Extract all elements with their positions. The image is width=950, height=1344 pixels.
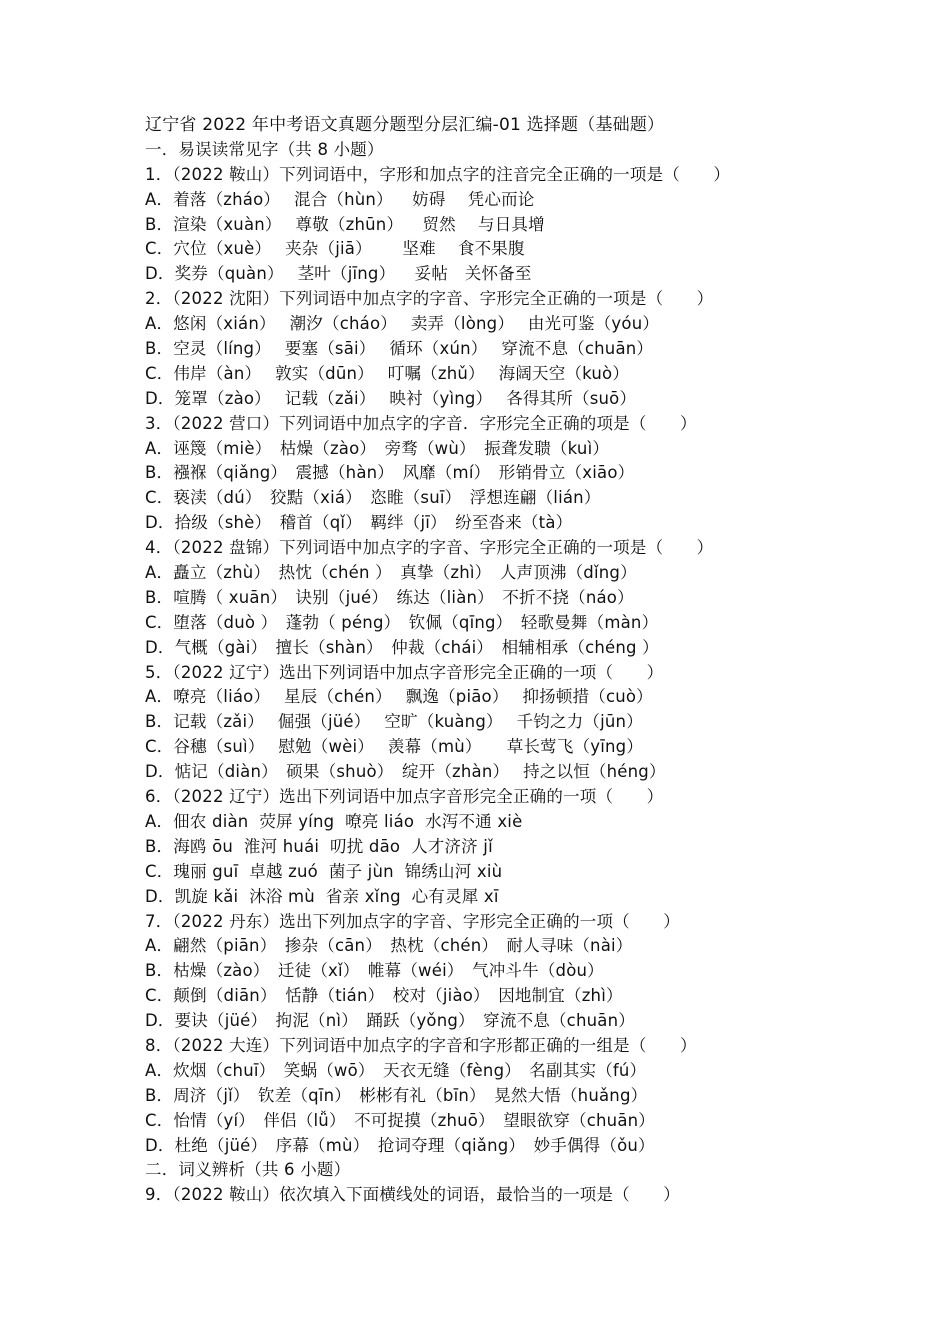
answer-option: A．矗立（zhù） 热忱（chén ） 真挚（zhì） 人声顶沸（dǐng） [145, 563, 637, 583]
question-block [145, 163, 835, 287]
answer-option: D．奖券（quàn） 茎叶（jīng） 妥帖 关怀备至 [145, 264, 532, 284]
answer-option: C．穴位（xuè） 夹杂（jiā） 坚难 食不果腹 [145, 239, 525, 259]
question-stem: 8．（2022 大连）下列词语中加点字的字音和字形都正确的一组是（ ） [145, 1035, 697, 1055]
question-stem: 6．（2022 辽宁）选出下列词语中加点字音形完全正确的一项（ ） [145, 787, 664, 807]
question-stem: 9．（2022 鞍山）依次填入下面横线处的词语，最恰当的一项是（ ） [145, 1185, 680, 1205]
question-block [145, 287, 835, 411]
answer-option: B．记载（zǎi） 倔强（jüé） 空旷（kuàng） 千钧之力（jūn） [145, 712, 643, 732]
answer-option: A．佃农 diàn 荧屏 yíng 嘹亮 liáo 水泻不通 xiè [145, 811, 523, 831]
answer-option: A．嘹亮（liáo） 星辰（chén） 飘逸（piāo） 抑扬顿措（cuò） [145, 687, 653, 707]
answer-option: B．空灵（líng） 要塞（sāi） 循环（xún） 穿流不息（chuān） [145, 339, 654, 359]
question-list [145, 163, 835, 1159]
answer-option: D．笼罩（zào） 记载（zǎi） 映衬（yìng） 各得其所（suō） [145, 388, 637, 408]
question-block [145, 910, 835, 1034]
answer-option: D．气概（gài） 擅长（shàn） 仲裁（chái） 相辅相承（chéng ） [145, 637, 659, 657]
answer-option: C．伟岸（àn） 敦实（dūn） 叮嘱（zhǔ） 海阔天空（kuò） [145, 363, 630, 383]
question-stem: 7．（2022 丹东）选出下列加点字的字音、字形完全正确的一项（ ） [145, 911, 680, 931]
question-block [145, 536, 835, 660]
answer-option: B．周济（jǐ） 钦差（qīn） 彬彬有礼（bīn） 晃然大悟（huǎng） [145, 1085, 648, 1105]
question-block [145, 785, 835, 909]
answer-option: A．炊烟（chuī） 笑蜗（wō） 天衣无缝（fèng） 名副其实（fú） [145, 1060, 647, 1080]
answer-option: D．要诀（jüé） 拘泥（nì） 踊跃（yǒng） 穿流不息（chuān） [145, 1011, 635, 1031]
answer-option: A．着落（zháo） 混合（hùn） 妨碍 凭心而论 [145, 189, 535, 209]
answer-option: A．诬篾（miè） 枯燥（zào） 旁骛（wù） 振聋发聩（kuì） [145, 438, 610, 458]
answer-option: C．怡情（yí） 伴侣（lǚ） 不可捉摸（zhuō） 望眼欲穿（chuān） [145, 1110, 655, 1130]
question-stem: 1．（2022 鞍山）下列词语中，字形和加点字的注音完全正确的一项是（ ） [145, 164, 731, 184]
section-heading: 二．词义辨析（共 6 小题） [145, 1160, 351, 1180]
answer-option: D．拾级（shè） 稽首（qǐ） 羁绊（jī） 纷至沓来（tà） [145, 513, 573, 533]
section-heading: 一．易误读常见字（共 8 小题） [145, 139, 384, 159]
answer-option: C．颠倒（diān） 恬静（tián） 校对（jiào） 因地制宜（zhì） [145, 986, 623, 1006]
question-stem: 3．（2022 营口）下列词语中加点字的字音．字形完全正确的项是（ ） [145, 413, 697, 433]
answer-option: D．惦记（diàn） 硕果（shuò） 绽开（zhàn） 持之以恒（héng） [145, 762, 666, 782]
question-block [145, 661, 835, 785]
answer-option: A．翩然（piān） 掺杂（cān） 热枕（chén） 耐人寻味（nài） [145, 936, 633, 956]
answer-option: B．喧腾（ xuān） 诀别（jué） 练达（liàn） 不折不挠（náo） [145, 587, 634, 607]
question-stem: 2．（2022 沈阳）下列词语中加点字的字音、字形完全正确的一项是（ ） [145, 289, 714, 309]
answer-option: A．悠闲（xián） 潮汐（cháo） 卖弄（lòng） 由光可鉴（yóu） [145, 314, 660, 334]
answer-option: B．渲染（xuàn） 尊敬（zhūn） 贸然 与日具增 [145, 214, 545, 234]
answer-option: C．亵渎（dú） 狡黠（xiá） 恣睢（suī） 浮想连翩（lián） [145, 488, 601, 508]
question-stem: 5．（2022 辽宁）选出下列词语中加点字音形完全正确的一项（ ） [145, 662, 664, 682]
answer-option: B．海鸥 ōu 淮河 huái 叨扰 dāo 人才济济 jǐ [145, 836, 493, 856]
question-block [145, 412, 835, 536]
question-stem: 4．（2022 盘锦）下列词语中加点字的字音、字形完全正确的一项是（ ） [145, 538, 714, 558]
question-block [145, 1034, 835, 1158]
answer-option: C．瑰丽 guī 卓越 zuó 菌子 jùn 锦绣山河 xiù [145, 861, 503, 881]
answer-option: C．堕落（duò ） 蓬勃（ péng） 钦佩（qīng） 轻歌曼舞（màn） [145, 612, 659, 632]
answer-option: B．襁褓（qiǎng） 震撼（hàn） 风靡（mí） 形销骨立（xiāo） [145, 463, 635, 483]
answer-option: D．杜绝（jüé） 序幕（mù） 抢词夺理（qiǎng） 妙手偶得（ǒu） [145, 1135, 655, 1155]
answer-option: D．凯旋 kǎi 沐浴 mù 省亲 xǐng 心有灵犀 xī [145, 886, 499, 906]
document-title: 辽宁省 2022 年中考语文真题分题型分层汇编-01 选择题（基础题） [145, 115, 665, 135]
answer-option: C．谷穗（suì） 慰勉（wèi） 羡幕（mù） 草长莺飞（yīng） [145, 737, 644, 757]
answer-option: B．枯燥（zào） 迁徒（xǐ） 帷幕（wéi） 气冲斗牛（dòu） [145, 961, 604, 981]
document-body [145, 113, 835, 1208]
